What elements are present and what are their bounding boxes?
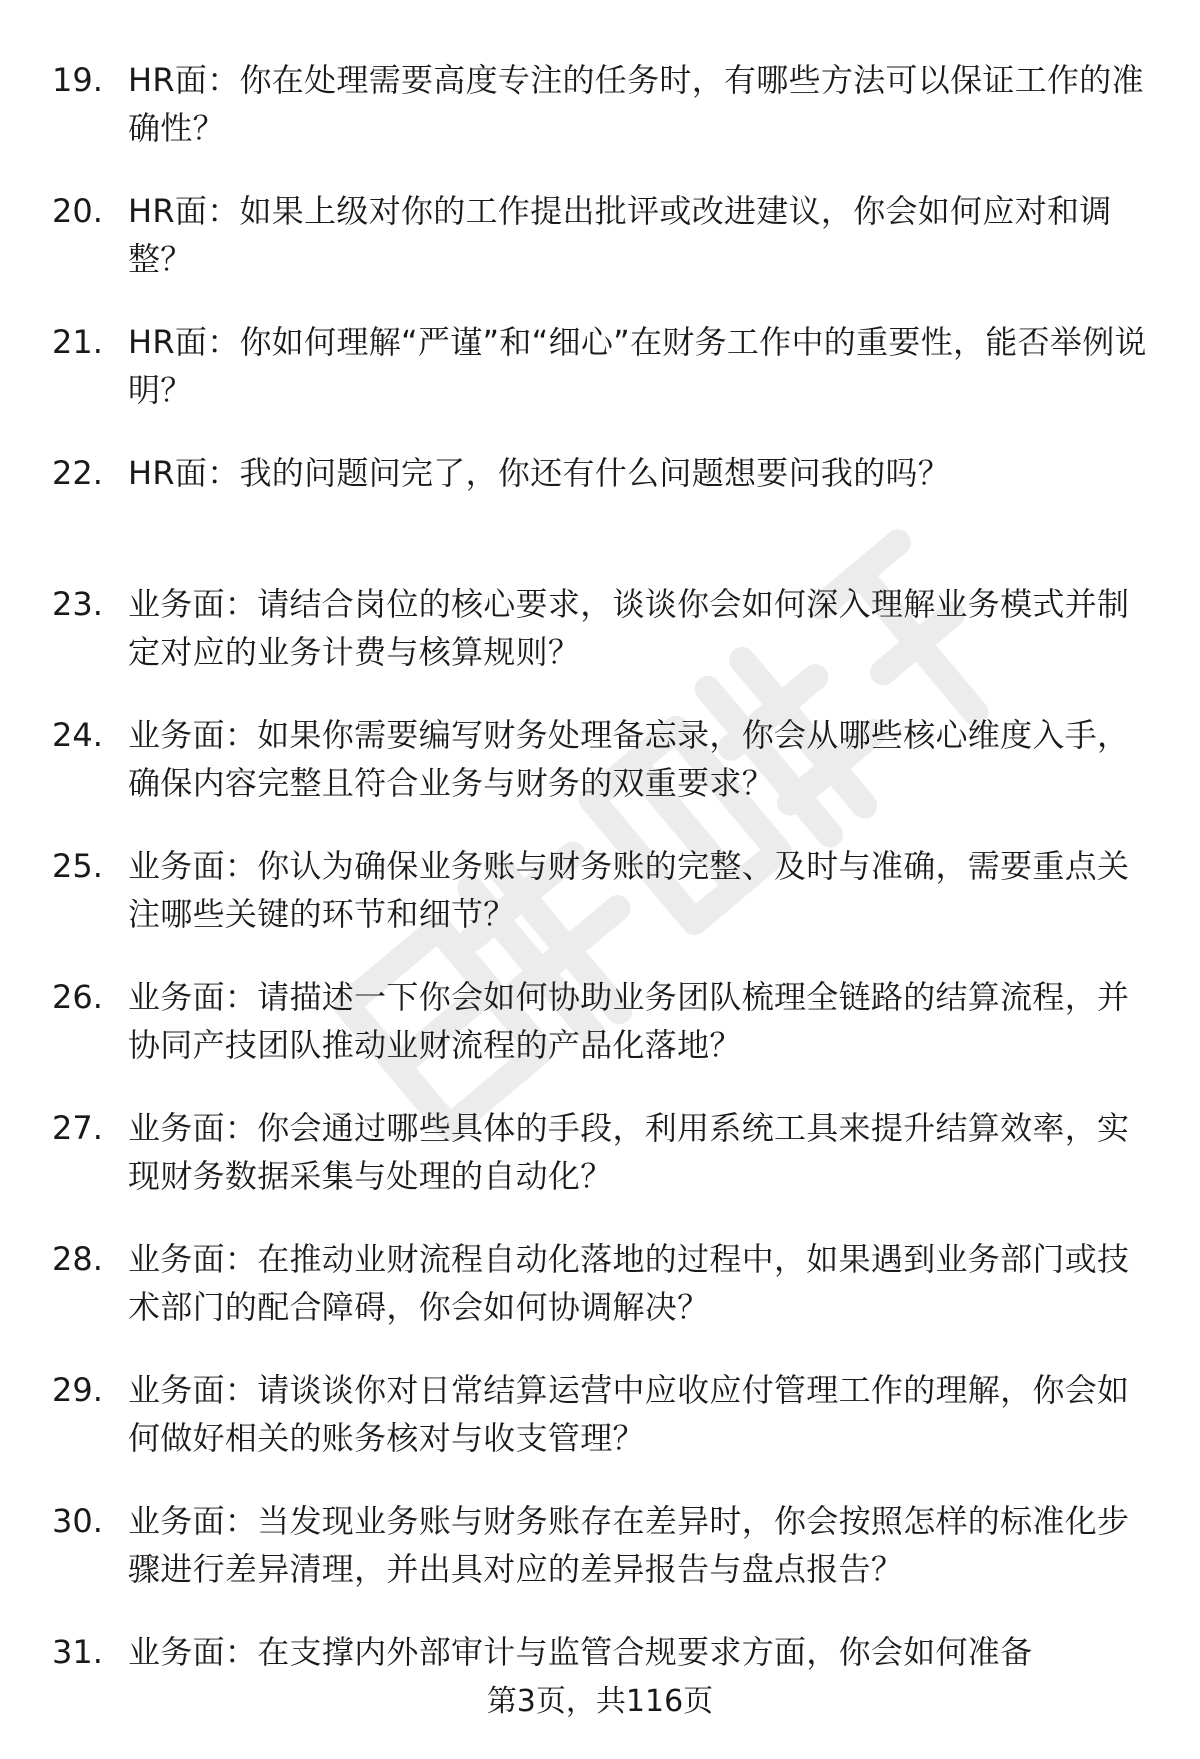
question-text: HR面：你如何理解“严谨”和“细心”在财务工作中的重要性，能否举例说明？ [128,323,1147,409]
question-number: 20. [52,192,103,230]
list-item [0,1104,1200,1235]
list-item [0,973,1200,1104]
question-text: HR面：如果上级对你的工作提出批评或改进建议，你会如何应对和调整？ [128,192,1112,278]
list-item [0,1366,1200,1497]
question-number: 24. [52,716,103,754]
question-number: 23. [52,585,103,623]
list-item [0,580,1200,711]
question-number: 28. [52,1240,103,1278]
question-text: 业务面：在推动业财流程自动化落地的过程中，如果遇到业务部门或技术部门的配合障碍，你会如何协调解决？ [128,1240,1130,1326]
list-item [0,842,1200,973]
question-text: HR面：我的问题问完了，你还有什么问题想要问我的吗？ [128,454,951,492]
question-number: 19. [52,61,103,99]
question-number: 27. [52,1109,103,1147]
question-list [0,56,1200,1759]
question-text: 业务面：请谈谈你对日常结算运营中应收应付管理工作的理解，你会如何做好相关的账务核对与收支管理？ [128,1371,1130,1457]
question-number: 31. [52,1633,103,1671]
list-item [0,1497,1200,1628]
list-item [0,449,1200,580]
list-item [0,711,1200,842]
question-text: 业务面：当发现业务账与财务账存在差异时，你会按照怎样的标准化步骤进行差异清理，并出具对应的差异报告与盘点报告？ [128,1502,1130,1588]
page-footer: 第3页，共116页 [486,1684,714,1719]
question-number: 21. [52,323,103,361]
question-text: 业务面：请结合岗位的核心要求，谈谈你会如何深入理解业务模式并制定对应的业务计费与核算规则？ [128,585,1130,671]
question-number: 22. [52,454,103,492]
question-text: 业务面：在支撑内外部审计与监管合规要求方面，你会如何准备 [128,1633,1033,1671]
question-number: 26. [52,978,103,1016]
list-item [0,187,1200,318]
list-item [0,1235,1200,1366]
question-number: 25. [52,847,103,885]
question-number: 29. [52,1371,103,1409]
question-text: 业务面：如果你需要编写财务处理备忘录，你会从哪些核心维度入手，确保内容完整且符合业务与财务的双重要求？ [128,716,1130,802]
list-item [0,56,1200,187]
question-text: 业务面：你认为确保业务账与财务账的完整、及时与准确，需要重点关注哪些关键的环节和细节？ [128,847,1130,933]
question-number: 30. [52,1502,103,1540]
question-text: 业务面：你会通过哪些具体的手段，利用系统工具来提升结算效率，实现财务数据采集与处理的自动化？ [128,1109,1130,1195]
question-text: HR面：你在处理需要高度专注的任务时，有哪些方法可以保证工作的准确性？ [128,61,1144,147]
question-text: 业务面：请描述一下你会如何协助业务团队梳理全链路的结算流程，并协同产技团队推动业财流程的产品化落地？ [128,978,1130,1064]
list-item [0,318,1200,449]
